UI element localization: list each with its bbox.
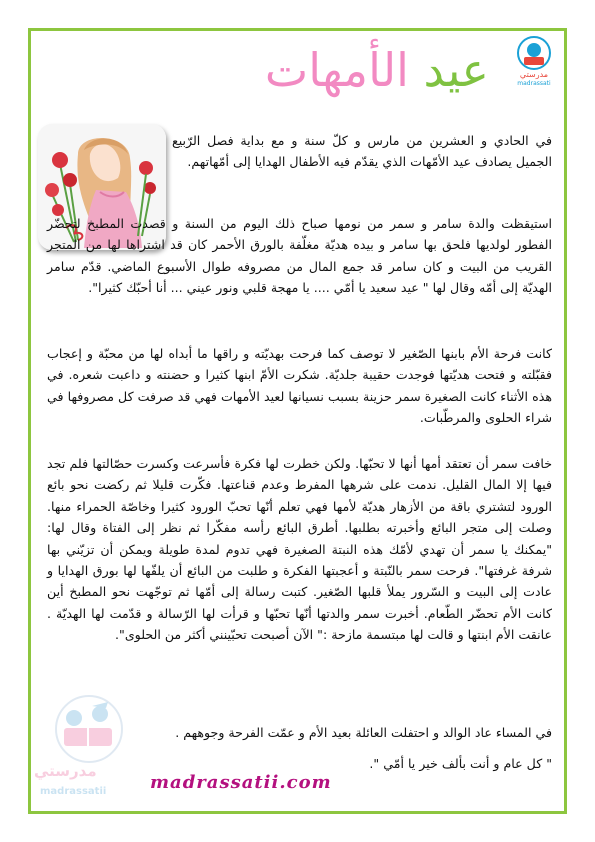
paragraph-samar-plant: خافت سمر أن تعتقد أمها أنها لا تحبّها. ولكن خطرت لها فكرة فأسرعت وكسرت حصّالتها فلم تجد فيها إلا المال القليل. ندمت على شرهها المفرط وعدم قناعتها. فكّرت قليلا ثم ركضت نحو بائع الورود لتشتري باقة من الأزهار هديّة لأمها فهي تعلم أنّها تحبّ الورود كثيرا وخاصّة الحمراء منها. وصلت إلى متجر البائع وأخبرته بطلبها. أطرق البائع رأسه مفكّرا ثم نظر إلى الفتاة وقال لها: "يمكنك يا سمر أن تهدي لأمّك هذه النبتة الصغيرة فهي تدوم لمدة طويلة ويمكن أن تزيّني بها شرفة غرفتها". فرحت سمر بالنّبتة و أعجبتها الفكرة و طلبت من البائع أن يلفّها لها بورق الهدايا و عادت إلى البيت و السّرور يملأ قلبها الصّغير. كتبت رسالة إلى أمّها ثم توجّهت نحو المطبخ أين كانت الأم تحضّر الطّعام. أخبرت سمر والدتها أنّها تحبّها و قرأت لها الرّسالة و قدّمت لها الهديّة . عانقت الأم ابنتها و قالت لها مبتسمة مازحة :" الآن أصبحت تحبّينني أكثر من الحلوى". [47,456,552,643]
page-title [265,42,489,98]
logo-latin-text: madrassati [517,80,551,87]
madrassatii-watermark [30,694,148,806]
watermark-latin-text: madrassatii [40,786,107,797]
paragraph-wish: " كل عام و أنت بألف خير يا أمّي ". [369,756,552,771]
title-word: الأمهات [264,43,409,97]
logo-arabic-text: مدرستي [519,70,549,79]
paragraph-samer-gift: استيقظت والدة سامر و سمر من نومها صباح ذلك اليوم من السنة و قصدت المطبخ لتحضّر الفطور لولديها فلحق بها سامر و بيده هديّة مغلّفة بالورق الأحمر كان قد اشتراها لها من المتجر القريب من البيت و كان سامر قد جمع المال من مصروفه طوال الأسبوع الماضي. قدّم سامر الهديّة إلى أمّه وقال لها " عيد سعيد يا أمّي .... يا مهجة قلبي ونور عيني ... أنا أحبّك كثيرا". [47,216,552,296]
paragraph-mother-joy: كانت فرحة الأم بابنها الصّغير لا توصف كما فرحت بهديّته و راقها ما أبداه لها من محبّة و إعجاب فقبّلته و فتحت هديّتها فوجدت حقيبة جلديّة. شكرت الأمّ ابنها كثيرا و حضنته و داعبت شعره. في هذه الأثناء كانت الصغيرة سمر حزينة بسبب نسيانها لعيد الأمهات فهي قد صرفت كل مصروفها في شراء الحلوى والمرطّبات. [47,346,552,426]
paragraph-intro: في الحادي و العشرين من مارس و كلّ سنة و مع بداية فصل الرّبيع الجميل يصادف عيد الأمّهات الذي يقدّم فيه الأطفال الهدايا إلى أمّهاتهم. [172,133,552,170]
reading-children-icon [30,694,148,764]
reading-child-icon [517,36,551,70]
watermark-arabic-text: مدرستي [34,762,97,780]
site-url-label: madrassatii.com [150,772,332,793]
title-word: عيد [408,43,489,97]
madrassati-logo [514,36,554,94]
paragraph-evening: في المساء عاد الوالد و احتفلت العائلة بعيد الأم و عمّت الفرحة وجوههم . [175,725,552,740]
